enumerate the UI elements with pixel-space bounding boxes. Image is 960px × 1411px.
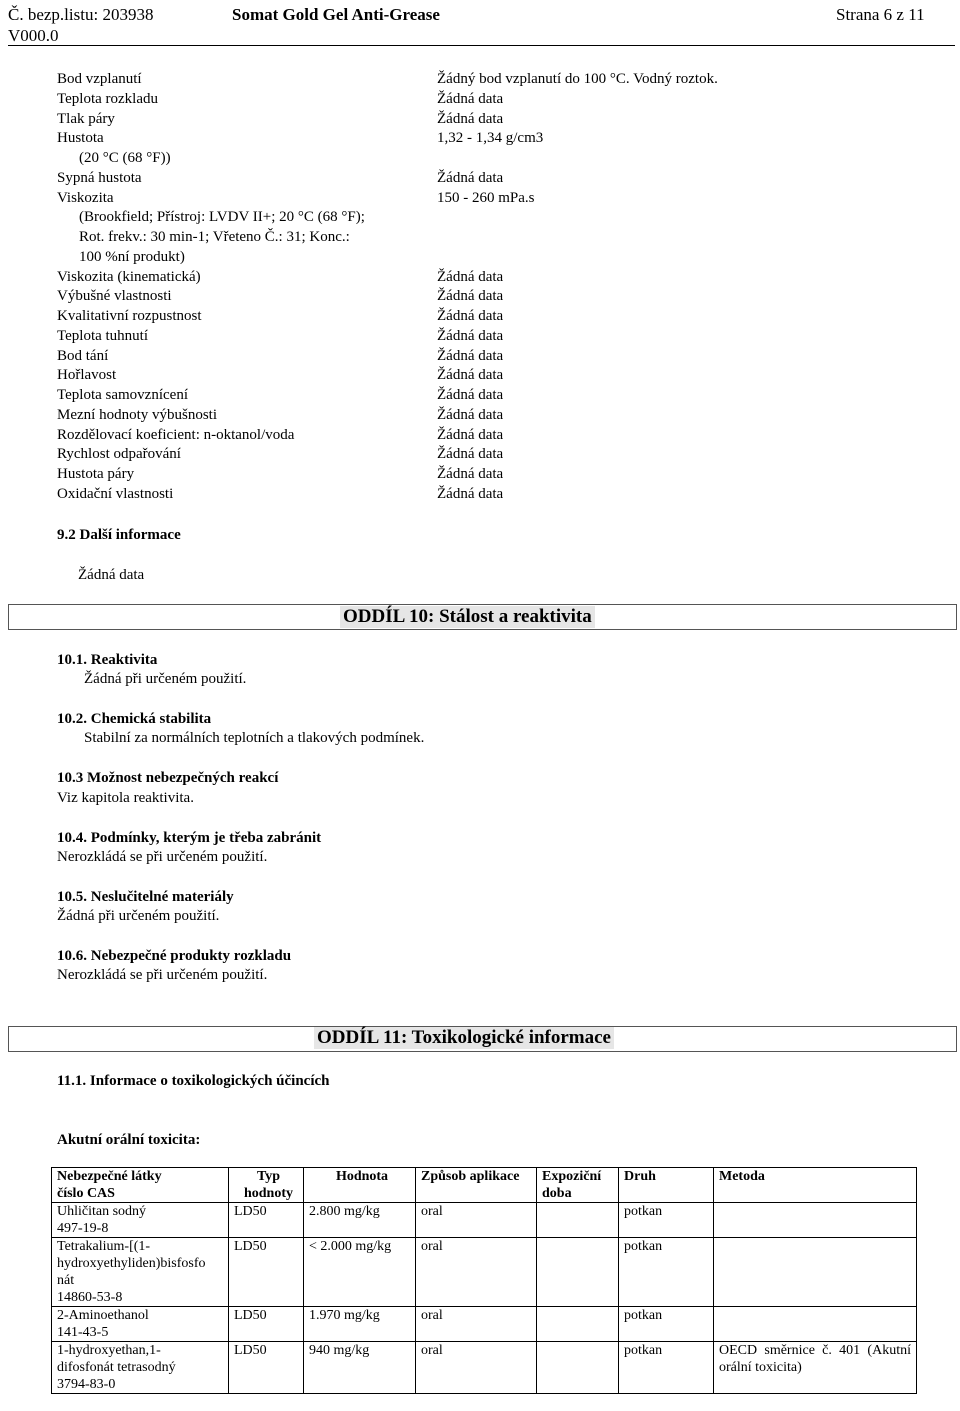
header-substance: [52, 1168, 229, 1203]
method-cell: [714, 1238, 917, 1307]
s11-1-heading: 11.1. Informace o toxikologických účincích: [57, 1073, 330, 1089]
property-label: Hustota páry: [57, 466, 135, 482]
property-value: Žádná data: [437, 446, 504, 463]
species-cell: potkan: [619, 1342, 714, 1394]
acute-oral-heading: Akutní orální toxicita:: [57, 1132, 201, 1148]
property-value: Žádná data: [437, 110, 504, 127]
property-row: [57, 169, 937, 189]
property-value: Žádná data: [437, 466, 504, 482]
property-value: Žádná data: [437, 406, 504, 423]
s10-3-heading: 10.3 Možnost nebezpečných reakcí: [57, 770, 279, 786]
header-substance-label: Nebezpečné látky: [57, 1169, 162, 1184]
property-label: Mezní hodnoty výbušnosti: [57, 406, 217, 423]
property-row: [57, 406, 937, 426]
header-type-label-2: hodnoty: [243, 1186, 294, 1201]
property-row: [57, 465, 937, 485]
property-value: Žádný bod vzplanutí do 100 °C. Vodný roztok.: [437, 71, 718, 87]
section-9-2-text: Žádná data: [78, 567, 145, 583]
header-value: Hodnota: [304, 1168, 416, 1203]
s10-1-heading: 10.1. Reaktivita: [57, 652, 158, 668]
method-cell: [714, 1203, 917, 1238]
exposure-cell: [537, 1238, 619, 1307]
s10-6-heading: 10.6. Nebezpečné produkty rozkladu: [57, 948, 292, 964]
property-label: Teplota tuhnutí: [57, 327, 149, 344]
substance-name: difosfonát tetrasodný: [57, 1360, 176, 1375]
substance-name: hydroxyethyliden)bisfosfo: [57, 1256, 206, 1271]
table-row: [52, 1342, 917, 1394]
substance-name: nát: [57, 1273, 75, 1288]
s10-5-heading: 10.5. Neslučitelné materiály: [57, 889, 234, 905]
cas-number: 3794-83-0: [57, 1377, 116, 1392]
s10-2-heading: 10.2. Chemická stabilita: [57, 711, 212, 727]
table-header-row: [52, 1168, 917, 1203]
property-label: Teplota samovznícení: [57, 387, 188, 403]
property-value: Žádná data: [437, 90, 504, 107]
section-10-title: ODDÍL 10: Stálost a reaktivita: [340, 606, 595, 628]
property-label: Rot. frekv.: 30 min-1; Vřeteno Č.: 31; Konc.:: [79, 229, 350, 245]
cas-number: 14860-53-8: [57, 1290, 123, 1305]
property-label: Kvalitativní rozpustnost: [57, 308, 202, 324]
property-row: [57, 268, 937, 288]
s10-6-text: Nerozkládá se při určeném použití.: [57, 967, 268, 983]
header-route: Způsob aplikace: [416, 1168, 537, 1203]
property-value: Žádná data: [437, 426, 504, 443]
header-method: Metoda: [714, 1168, 917, 1203]
page-number: Strana 6 z 11: [836, 5, 925, 24]
header-cas-label: číslo CAS: [57, 1186, 115, 1201]
property-label: (Brookfield; Přístroj: LVDV II+; 20 °C (68 °F);: [79, 209, 365, 226]
property-value: Žádná data: [437, 308, 504, 324]
exposure-cell: [537, 1307, 619, 1342]
table-row: [52, 1307, 917, 1342]
exposure-cell: [537, 1203, 619, 1238]
substance-name: 1-hydroxyethan,1-: [57, 1343, 161, 1358]
property-label: Viskozita: [57, 189, 114, 206]
property-value: Žádná data: [437, 367, 504, 384]
property-label: Tlak páry: [57, 110, 115, 127]
property-label: Bod tání: [57, 347, 109, 364]
property-row: [57, 347, 937, 367]
product-name: Somat Gold Gel Anti-Grease: [232, 5, 440, 24]
species-cell: potkan: [619, 1307, 714, 1342]
header-rule: [8, 45, 955, 46]
property-label: Sypná hustota: [57, 169, 142, 186]
property-row: [57, 445, 937, 465]
property-value: Žádná data: [437, 327, 504, 344]
type-cell: LD50: [229, 1203, 304, 1238]
method-cell: OECD směrnice č. 401 (Akutní orální toxicita): [714, 1342, 917, 1394]
s10-5-text: Žádná při určeném použití.: [57, 908, 220, 924]
property-label: Výbušné vlastnosti: [57, 288, 172, 305]
header-exposure: [537, 1168, 619, 1203]
property-label: Oxidační vlastnosti: [57, 485, 174, 502]
substance-cell: [52, 1203, 229, 1238]
property-row: [57, 327, 937, 347]
property-row: [57, 366, 937, 386]
value-cell: < 2.000 mg/kg: [304, 1238, 416, 1307]
property-value: Žádná data: [437, 169, 504, 186]
property-label: Rozdělovací koeficient: n-oktanol/voda: [57, 426, 295, 443]
substance-name: Tetrakalium-[(1-: [57, 1239, 151, 1254]
s10-2-text: Stabilní za normálních teplotních a tlakových podmínek.: [84, 730, 425, 746]
section-9-2-heading: 9.2 Další informace: [57, 527, 181, 543]
cas-number: 141-43-5: [57, 1325, 109, 1340]
property-value: 150 - 260 mPa.s: [437, 189, 535, 206]
table-row: [52, 1238, 917, 1307]
property-label: Hustota: [57, 130, 104, 147]
property-label: Rychlost odpařování: [57, 446, 181, 463]
property-row: [57, 70, 937, 90]
header-exposure-label-1: Expoziční: [542, 1169, 602, 1184]
property-label: (20 °C (68 °F)): [79, 150, 171, 166]
doc-number: Č. bezp.listu: 203938: [8, 5, 154, 24]
property-row: [57, 149, 937, 169]
property-label: Hořlavost: [57, 367, 117, 384]
property-row: [57, 426, 937, 446]
property-label: Viskozita (kinematická): [57, 268, 201, 285]
section-11-title: ODDÍL 11: Toxikologické informace: [314, 1027, 614, 1049]
property-row: [57, 90, 937, 110]
header-exposure-label-2: doba: [542, 1186, 572, 1201]
property-row: [57, 208, 937, 228]
route-cell: oral: [416, 1307, 537, 1342]
substance-name: 2-Aminoethanol: [57, 1308, 149, 1323]
substance-cell: [52, 1238, 229, 1307]
substance-name: Uhličitan sodný: [57, 1204, 147, 1219]
property-label: Teplota rozkladu: [57, 90, 158, 107]
header-type: [229, 1168, 304, 1203]
property-row: [57, 129, 937, 149]
route-cell: oral: [416, 1238, 537, 1307]
property-label: 100 %ní produkt): [79, 248, 185, 265]
table-row: [52, 1203, 917, 1238]
cas-number: 497-19-8: [57, 1221, 109, 1236]
substance-cell: [52, 1342, 229, 1394]
property-row: [57, 485, 937, 505]
species-cell: potkan: [619, 1238, 714, 1307]
value-cell: 1.970 mg/kg: [304, 1307, 416, 1342]
route-cell: oral: [416, 1203, 537, 1238]
version: V000.0: [8, 26, 59, 45]
header-species: Druh: [619, 1168, 714, 1203]
method-cell: [714, 1307, 917, 1342]
exposure-cell: [537, 1342, 619, 1394]
type-cell: LD50: [229, 1307, 304, 1342]
property-row: [57, 386, 937, 406]
property-value: Žádná data: [437, 387, 504, 403]
property-value: 1,32 - 1,34 g/cm3: [437, 130, 544, 147]
property-value: Žádná data: [437, 485, 504, 502]
toxicity-table: [51, 1167, 917, 1394]
value-cell: 2.800 mg/kg: [304, 1203, 416, 1238]
property-row: [57, 307, 937, 327]
s10-1-text: Žádná při určeném použití.: [84, 671, 247, 687]
property-value: Žádná data: [437, 288, 504, 305]
property-value: Žádná data: [437, 268, 504, 285]
property-row: [57, 189, 937, 209]
type-cell: LD50: [229, 1342, 304, 1394]
substance-cell: [52, 1307, 229, 1342]
route-cell: oral: [416, 1342, 537, 1394]
property-label: Bod vzplanutí: [57, 71, 142, 87]
property-row: [57, 110, 937, 130]
value-cell: 940 mg/kg: [304, 1342, 416, 1394]
s10-4-text: Nerozkládá se při určeném použití.: [57, 849, 268, 865]
type-cell: LD50: [229, 1238, 304, 1307]
property-row: [57, 248, 937, 268]
property-row: [57, 228, 937, 248]
property-value: Žádná data: [437, 347, 504, 364]
s10-3-text: Viz kapitola reaktivita.: [57, 790, 194, 806]
property-row: [57, 287, 937, 307]
species-cell: potkan: [619, 1203, 714, 1238]
header-type-label-1: Typ: [256, 1169, 281, 1184]
s10-4-heading: 10.4. Podmínky, kterým je třeba zabránit: [57, 830, 322, 846]
